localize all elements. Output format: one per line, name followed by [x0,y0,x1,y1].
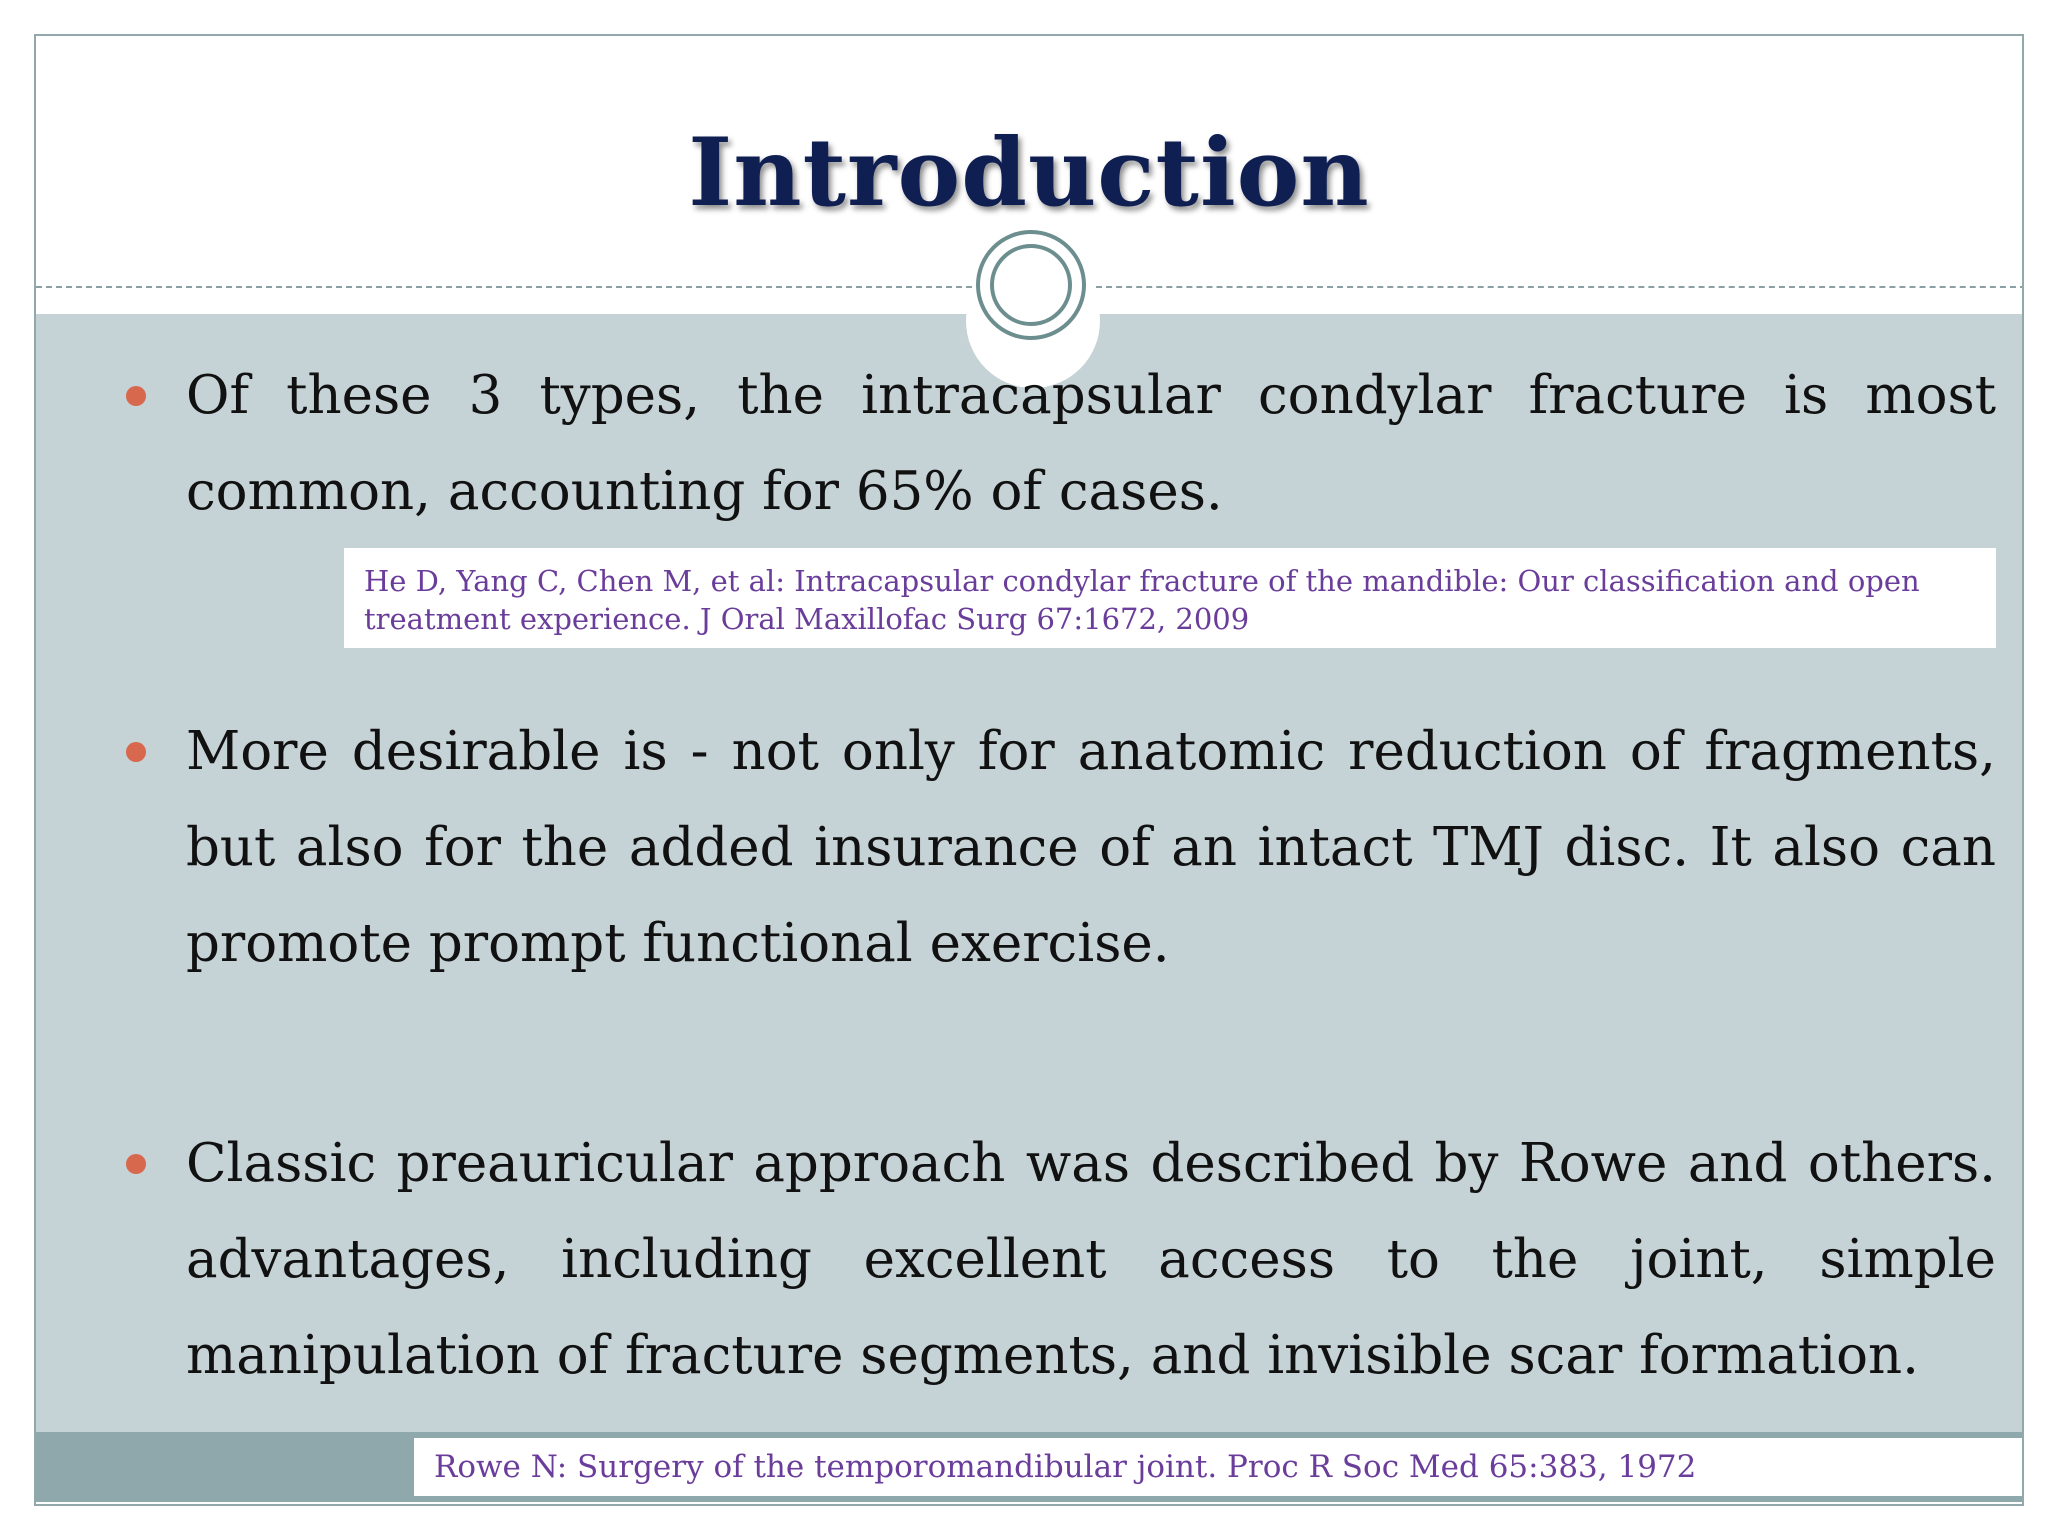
bullet-dot-icon [126,742,146,762]
bullet-dot-icon [126,386,146,406]
slide [34,34,2024,1506]
reference-citation-1: He D, Yang C, Chen M, et al: Intracapsular condylar fracture of the mandible: Our classification and open treatment experience. J Oral Maxillofac Surg 67:1672, 2009 [344,548,1996,648]
bullet-dot-icon [126,1154,146,1174]
bullet-text-3: Classic preauricular approach was described by Rowe and others. advantages, including excellent access to the joint, simple manipulation of fracture segments, and invisible scar formation. [186,1133,1996,1386]
slide-title: Introduction [688,118,1370,228]
header-divider-left [36,286,972,288]
bullet-text-1: Of these 3 types, the intracapsular condylar fracture is most common, accounting for 65% of cases. [186,365,1996,522]
double-circle-icon [976,230,1086,340]
reference-citation-2: Rowe N: Surgery of the temporomandibular joint. Proc R Soc Med 65:383, 1972 [414,1438,2024,1496]
header-divider-right [1096,286,2024,288]
double-circle-inner-ring [990,244,1072,326]
bullet-text-2: More desirable is - not only for anatomic reduction of fragments, but also for the added insurance of an intact TMJ disc. It also can promote prompt functional exercise. [186,721,1996,974]
